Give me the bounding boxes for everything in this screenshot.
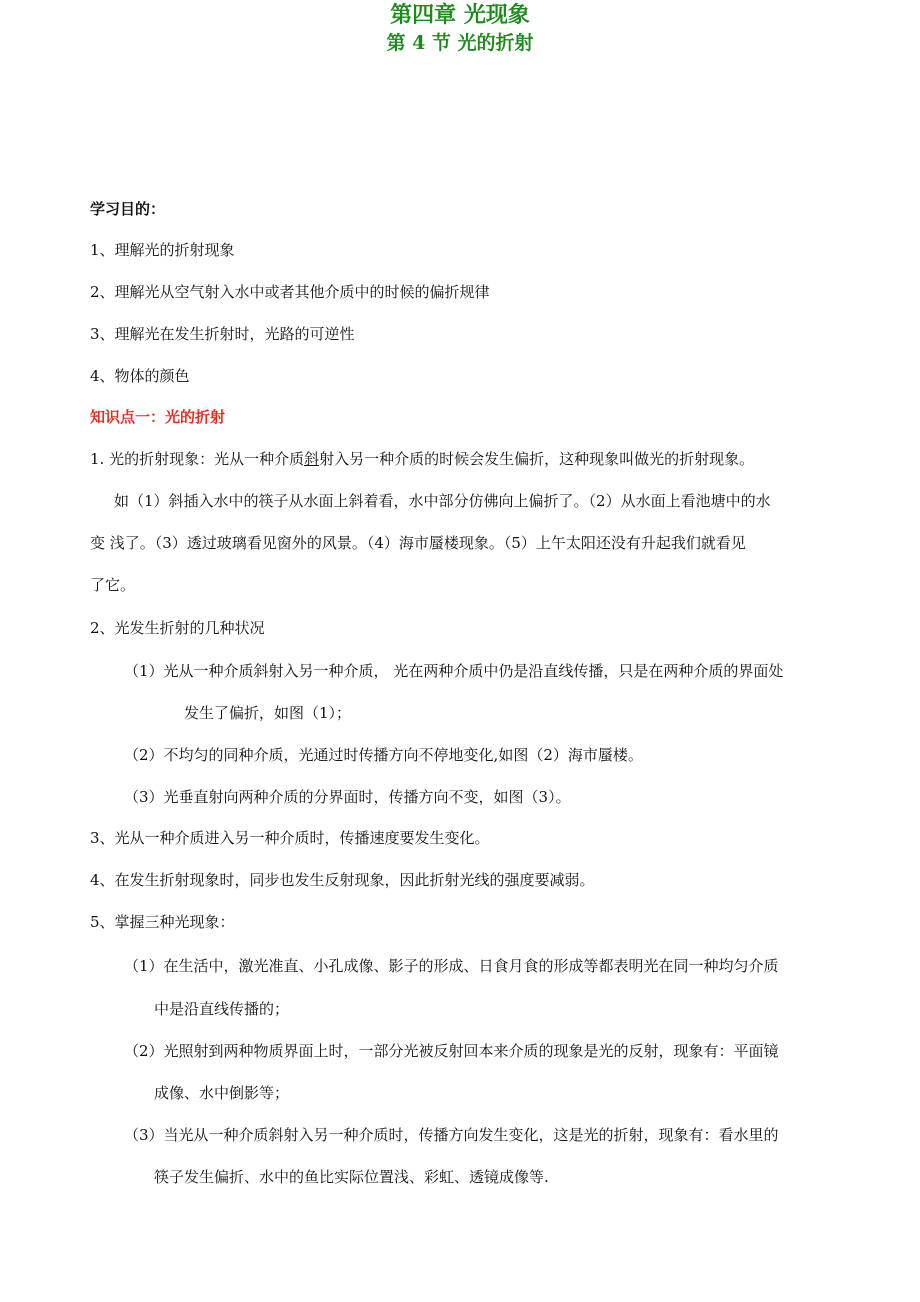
refraction-definition bbox=[90, 449, 754, 469]
three-phenomena-heading: 5、掌握三种光现象： bbox=[90, 913, 235, 931]
case-line: （2）不均匀的同种介质，光通过时传播方向不停地变化,如图（2）海市蜃楼。 bbox=[124, 746, 643, 764]
refraction-cases-heading: 2、光发生折射的几种状况 bbox=[90, 619, 265, 637]
speed-change-paragraph: 3、光从一种介质进入另一种介质时，传播速度要发生变化。 bbox=[90, 829, 490, 847]
examples-line: 如（1）斜插入水中的筷子从水面上斜着看，水中部分仿佛向上偏折了。（2）从水面上看池塘中的水 bbox=[114, 492, 771, 510]
definition-text-start: 1. 光的折射现象：光从一种介质 bbox=[90, 450, 305, 468]
case-line: 发生了偏折，如图（1）； bbox=[184, 704, 352, 722]
objective-item: 2、理解光从空气射入水中或者其他介质中的时候的偏折规律 bbox=[90, 283, 490, 301]
definition-text-end: 射入另一种介质的时候会发生偏折，这种现象叫做光的折射现象。 bbox=[319, 450, 755, 468]
phenomenon-line: （3）当光从一种介质斜射入另一种介质时，传播方向发生变化，这是光的折射，现象有：看水里的 bbox=[124, 1126, 779, 1144]
objective-item: 4、物体的颜色 bbox=[90, 367, 190, 385]
examples-line: 变 浅了。（3）透过玻璃看见窗外的风景。（4）海市蜃楼现象。（5）上午太阳还没有升起我们就看见 bbox=[90, 534, 746, 552]
chapter-title: 第四章 光现象 bbox=[390, 2, 530, 28]
phenomenon-line: （2）光照射到两种物质界面上时，一部分光被反射回本来介质的现象是光的反射，现象有：平面镜 bbox=[124, 1042, 779, 1060]
phenomenon-line: 中是沿直线传播的； bbox=[154, 1000, 290, 1018]
phenomenon-line: 筷子发生偏折、水中的鱼比实际位置浅、彩虹、透镜成像等. bbox=[154, 1168, 549, 1186]
case-line: （1）光从一种介质斜射入另一种介质， 光在两种介质中仍是沿直线传播，只是在两种介质的界面处 bbox=[124, 662, 784, 680]
examples-line: 了它。 bbox=[90, 576, 136, 594]
definition-underlined-word: 斜 bbox=[304, 450, 320, 468]
phenomenon-line: （1）在生活中，激光准直、小孔成像、影子的形成、日食月食的形成等都表明光在同一种均匀介质 bbox=[124, 957, 779, 975]
reflection-paragraph: 4、在发生折射现象时，同步也发生反射现象，因此折射光线的强度要减弱。 bbox=[90, 871, 595, 889]
knowledge-point-heading: 知识点一：光的折射 bbox=[90, 408, 226, 426]
objective-item: 3、理解光在发生折射时，光路的可逆性 bbox=[90, 325, 355, 343]
objectives-heading: 学习目的： bbox=[90, 200, 166, 218]
case-line: （3）光垂直射向两种介质的分界面时，传播方向不变，如图（3）。 bbox=[124, 788, 571, 806]
section-title: 第 4 节 光的折射 bbox=[386, 32, 534, 54]
phenomenon-line: 成像、水中倒影等； bbox=[154, 1084, 290, 1102]
objective-item: 1、理解光的折射现象 bbox=[90, 241, 235, 259]
